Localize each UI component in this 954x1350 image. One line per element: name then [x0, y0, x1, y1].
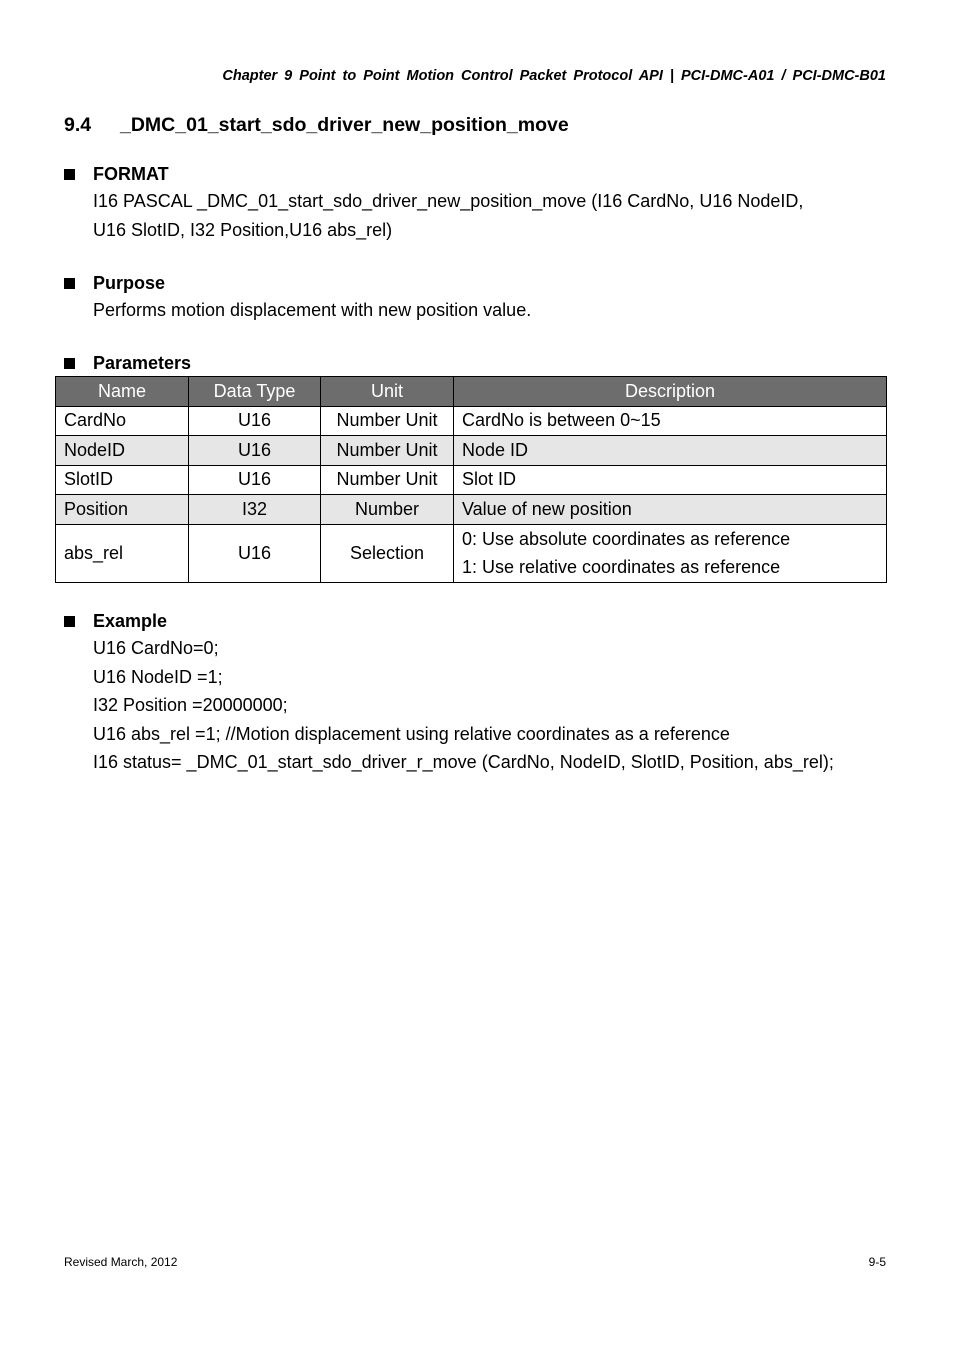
param-type: U16 — [189, 436, 321, 466]
page-header: Chapter 9 Point to Point Motion Control Packet Protocol API | PCI-DMC-A01 / PCI-DMC-B01 — [222, 68, 886, 84]
purpose-text: Performs motion displacement with new position value. — [93, 300, 532, 320]
example-section — [64, 608, 886, 777]
bullet-square-icon — [64, 169, 75, 180]
example-code-line: U16 abs_rel =1; //Motion displacement using relative coordinates as a reference — [93, 723, 730, 744]
param-name: CardNo — [56, 406, 189, 436]
table-row — [56, 524, 887, 582]
bullet-square-icon — [64, 358, 75, 369]
param-name: Position — [56, 495, 189, 525]
purpose-heading — [64, 270, 886, 296]
param-unit: Number — [321, 495, 454, 525]
example-code-line: I16 status= _DMC_01_start_sdo_driver_r_move (CardNo, NodeID, SlotID, Position, abs_rel); — [93, 752, 834, 772]
purpose-heading-label: Purpose — [93, 272, 166, 293]
param-unit: Number Unit — [321, 465, 454, 495]
param-description: Node ID — [454, 436, 887, 466]
param-type: U16 — [189, 524, 321, 582]
bullet-square-icon — [64, 278, 75, 289]
param-description: Value of new position — [454, 495, 887, 525]
table-row — [56, 436, 887, 466]
table-header-row — [56, 377, 887, 407]
param-type: U16 — [189, 465, 321, 495]
description-line: 0: Use absolute coordinates as reference — [462, 528, 791, 549]
param-name: abs_rel — [56, 524, 189, 582]
table-row — [56, 495, 887, 525]
param-type: I32 — [189, 495, 321, 525]
section-number: 9.4 — [64, 114, 92, 136]
parameters-heading-label: Parameters — [93, 352, 192, 373]
format-section — [64, 161, 886, 244]
column-header-data-type: Data Type — [189, 377, 321, 407]
parameters-section — [64, 350, 886, 376]
purpose-section — [64, 270, 886, 325]
column-header-name: Name — [56, 377, 189, 407]
param-unit: Selection — [321, 524, 454, 582]
table-row — [56, 465, 887, 495]
param-unit: Number Unit — [321, 406, 454, 436]
example-code-line: I32 Position =20000000; — [93, 695, 288, 715]
param-name: SlotID — [56, 465, 189, 495]
example-code-line: U16 NodeID =1; — [93, 666, 223, 687]
column-header-unit: Unit — [321, 377, 454, 407]
format-line: U16 SlotID, I32 Position,U16 abs_rel) — [93, 219, 393, 240]
section-name: _DMC_01_start_sdo_driver_new_position_move — [120, 114, 569, 136]
parameters-table — [55, 376, 887, 583]
parameters-heading — [64, 350, 886, 376]
bullet-square-icon — [64, 616, 75, 627]
param-description: Slot ID — [454, 465, 887, 495]
format-heading-label: FORMAT — [93, 163, 169, 184]
param-description: CardNo is between 0~15 — [454, 406, 887, 436]
section-title — [64, 114, 569, 137]
format-line: I16 PASCAL _DMC_01_start_sdo_driver_new_position_move (I16 CardNo, U16 NodeID, — [93, 191, 804, 211]
example-heading-label: Example — [93, 610, 168, 631]
param-name: NodeID — [56, 436, 189, 466]
description-line: 1: Use relative coordinates as reference — [462, 557, 781, 577]
param-unit: Number Unit — [321, 436, 454, 466]
footer-revision: Revised March, 2012 — [64, 1255, 178, 1269]
column-header-description: Description — [454, 377, 887, 407]
footer-page-number: 9-5 — [868, 1255, 886, 1269]
param-type: U16 — [189, 406, 321, 436]
format-heading — [64, 161, 886, 187]
param-description — [454, 524, 887, 582]
table-row — [56, 406, 887, 436]
example-code-line: U16 CardNo=0; — [93, 638, 219, 658]
example-heading — [64, 608, 886, 634]
